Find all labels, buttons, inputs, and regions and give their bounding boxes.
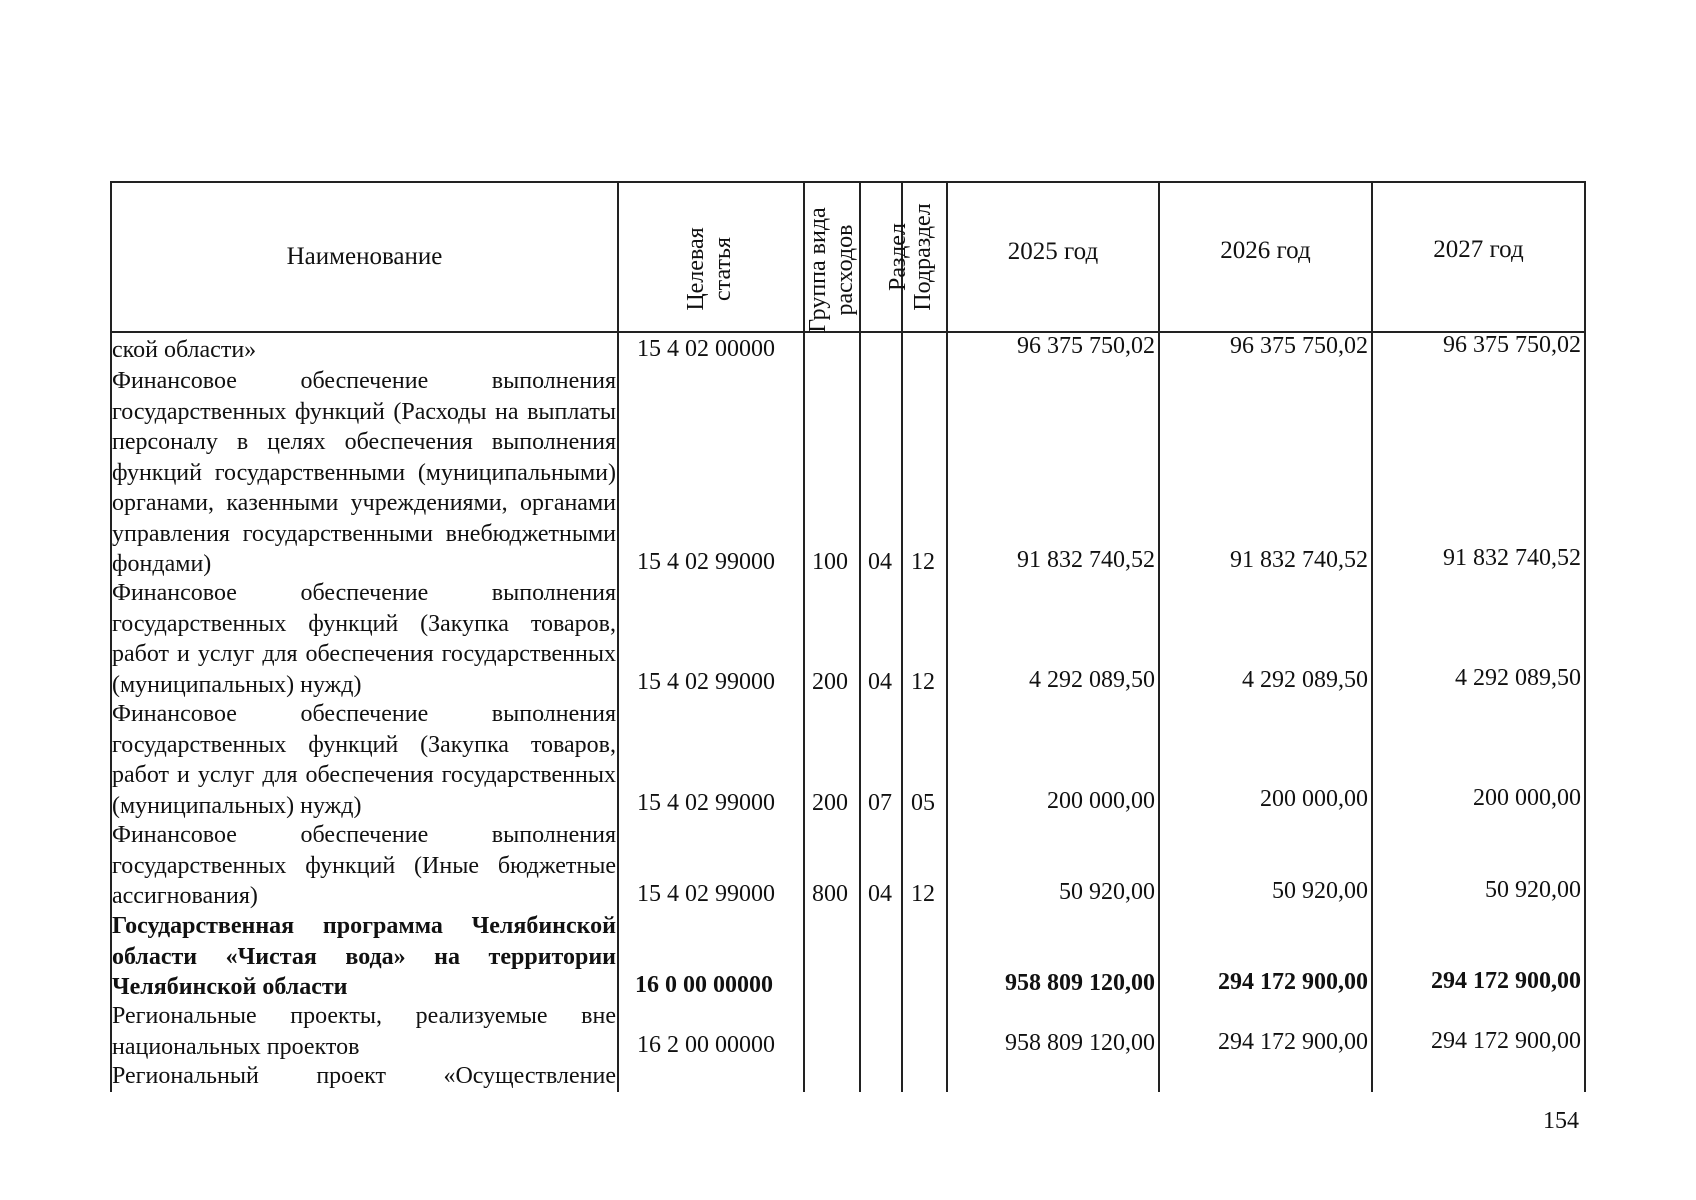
row-value-2025: 50 920,00 xyxy=(1059,879,1155,905)
col-border-name xyxy=(617,181,619,1092)
row-value-2027: 96 375 750,02 xyxy=(1443,332,1581,358)
row-section: 04 xyxy=(868,669,892,695)
row-expense-group: 200 xyxy=(812,669,848,695)
row-value-2027: 294 172 900,00 xyxy=(1431,1028,1581,1054)
row-value-2025: 4 292 089,50 xyxy=(1029,667,1155,693)
header-name: Наименование xyxy=(286,243,443,270)
header-2026: 2026 год xyxy=(1220,237,1311,264)
header-section: Раздел xyxy=(885,223,911,291)
row-value-2026: 50 920,00 xyxy=(1272,878,1368,904)
row-code: 15 4 02 99000 xyxy=(637,790,775,816)
row-value-2026: 200 000,00 xyxy=(1260,786,1368,812)
row-expense-group: 800 xyxy=(812,881,848,907)
row-value-2025: 958 809 120,00 xyxy=(1005,1030,1155,1056)
row-section: 04 xyxy=(868,549,892,575)
row-value-2027: 4 292 089,50 xyxy=(1455,665,1581,691)
col-border-2026 xyxy=(1371,181,1373,1092)
row-subsection: 12 xyxy=(911,881,935,907)
row-expense-group: 200 xyxy=(812,790,848,816)
row-code: 16 2 00 00000 xyxy=(637,1032,775,1058)
row-value-2027: 91 832 740,52 xyxy=(1443,545,1581,571)
row-value-2025: 91 832 740,52 xyxy=(1017,547,1155,573)
row-value-2025: 958 809 120,00 xyxy=(1005,970,1155,996)
row-value-2025: 200 000,00 xyxy=(1047,788,1155,814)
row-name: Финансовое обеспечение выполнения государственных функций (Закупка товаров, работ и услуг для обеспечения государственных (муниципальных) нужд) xyxy=(112,580,616,698)
row-code: 15 4 02 99000 xyxy=(637,669,775,695)
row-value-2027: 200 000,00 xyxy=(1473,785,1581,811)
row-value-2026: 294 172 900,00 xyxy=(1218,1029,1368,1055)
row-name: Региональный проект «Осуществление xyxy=(112,1063,616,1089)
row-section: 04 xyxy=(868,881,892,907)
row-expense-group: 100 xyxy=(812,549,848,575)
header-subsection: Подраздел xyxy=(910,203,936,311)
row-subsection: 12 xyxy=(911,669,935,695)
row-name: ской области» xyxy=(112,337,257,363)
header-2025: 2025 год xyxy=(1007,238,1099,265)
row-name: Финансовое обеспечение выполнения государственных функций (Закупка товаров, работ и услуг для обеспечения государственных (муниципальных) нужд) xyxy=(112,701,616,819)
header-target-article: Целевая статья xyxy=(683,227,736,311)
row-code: 16 0 00 00000 xyxy=(635,972,773,998)
row-value-2025: 96 375 750,02 xyxy=(1017,333,1155,359)
row-subsection: 05 xyxy=(911,790,935,816)
header-2027: 2027 год xyxy=(1433,236,1524,263)
row-section: 07 xyxy=(868,790,892,816)
row-code: 15 4 02 99000 xyxy=(637,881,775,907)
row-name: Государственная программа Челябинской области «Чистая вода» на территории Челябинской области xyxy=(112,913,616,1000)
row-name: Региональные проекты, реализуемые вне национальных проектов xyxy=(112,1003,616,1060)
row-name: Финансовое обеспечение выполнения государственных функций (Иные бюджетные ассигнования) xyxy=(112,822,616,909)
row-code: 15 4 02 99000 xyxy=(637,549,775,575)
header-expense-group: Группа вида расходов xyxy=(805,207,858,333)
row-value-2026: 96 375 750,02 xyxy=(1230,333,1368,359)
page-number: 154 xyxy=(1543,1108,1579,1134)
row-value-2026: 294 172 900,00 xyxy=(1218,969,1368,995)
row-value-2027: 294 172 900,00 xyxy=(1431,968,1581,994)
row-name: Финансовое обеспечение выполнения государственных функций (Расходы на выплаты персоналу в целях обеспечения выполнения функций государственными (муниципальными) органами, казенными учреждениями, органами управления государственными внебюджетными фондами) xyxy=(112,368,616,577)
row-value-2026: 91 832 740,52 xyxy=(1230,547,1368,573)
row-subsection: 12 xyxy=(911,549,935,575)
row-code: 15 4 02 00000 xyxy=(637,336,775,362)
col-border-right xyxy=(1584,181,1586,1092)
row-value-2026: 4 292 089,50 xyxy=(1242,667,1368,693)
row-value-2027: 50 920,00 xyxy=(1485,877,1581,903)
